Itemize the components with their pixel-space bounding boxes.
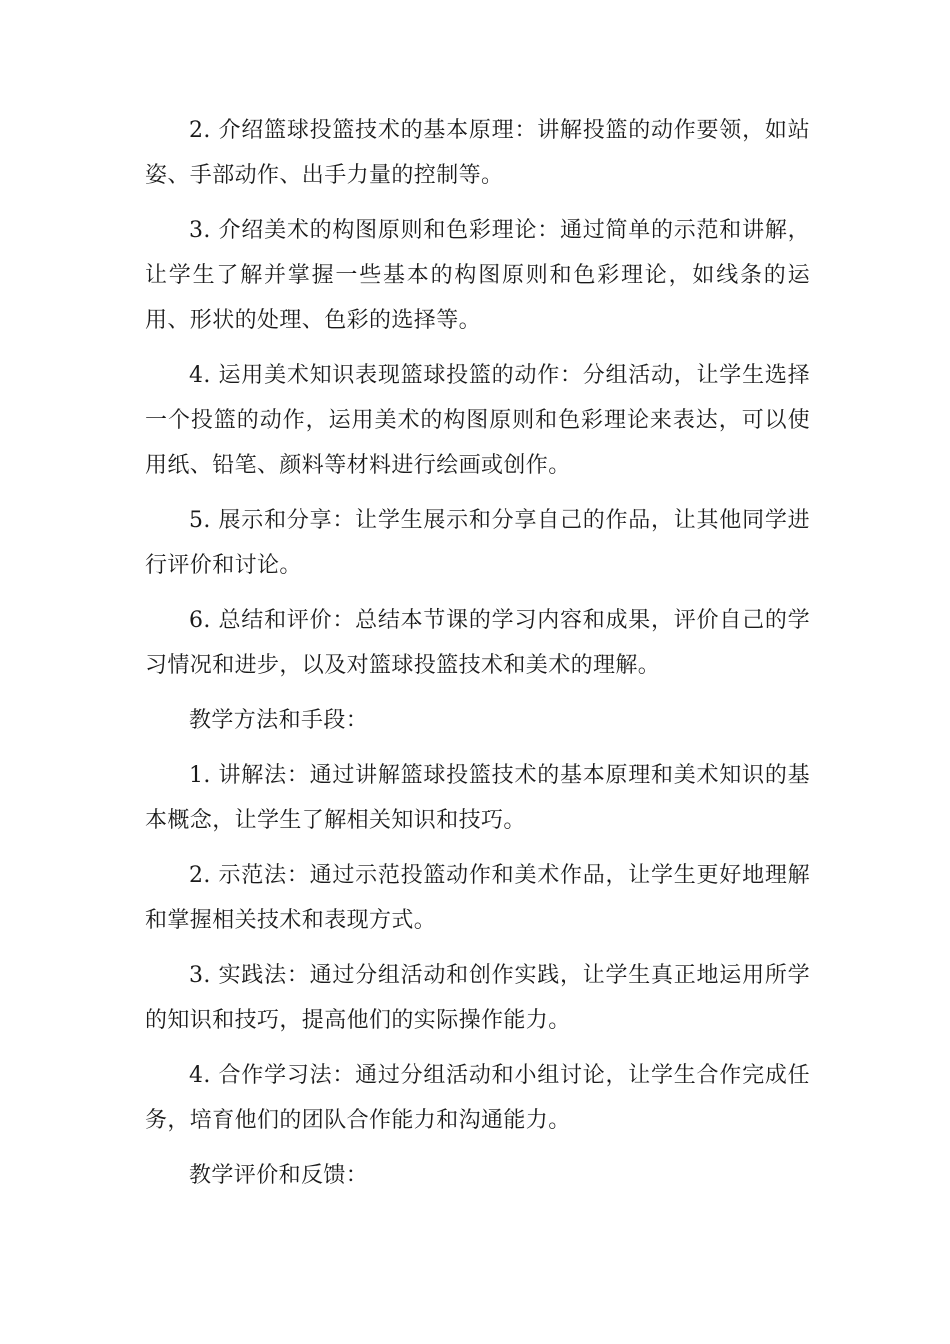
paragraph-step-4: 4. 运用美术知识表现篮球投篮的动作：分组活动，让学生选择一个投篮的动作，运用美术的构图原则和色彩理论来表达，可以使用纸、铅笔、颜料等材料进行绘画或创作。 <box>145 363 810 478</box>
paragraph-method-2: 2. 示范法：通过示范投篮动作和美术作品，让学生更好地理解和掌握相关技术和表现方式。 <box>145 863 810 933</box>
section-heading-methods: 教学方法和手段： <box>189 708 369 733</box>
paragraph-method-1: 1. 讲解法：通过讲解篮球投篮技术的基本原理和美术知识的基本概念，让学生了解相关知识和技巧。 <box>145 763 810 833</box>
paragraph-method-4: 4. 合作学习法：通过分组活动和小组讨论，让学生合作完成任务，培育他们的团队合作能力和沟通能力。 <box>145 1063 810 1133</box>
paragraph-step-2: 2. 介绍篮球投篮技术的基本原理：讲解投篮的动作要领，如站姿、手部动作、出手力量的控制等。 <box>145 118 810 188</box>
document-body <box>145 108 810 1208</box>
section-heading-evaluation: 教学评价和反馈： <box>189 1163 369 1188</box>
paragraph-step-3: 3. 介绍美术的构图原则和色彩理论：通过简单的示范和讲解，让学生了解并掌握一些基本的构图原则和色彩理论，如线条的运用、形状的处理、色彩的选择等。 <box>145 218 810 333</box>
paragraph-step-6: 6. 总结和评价：总结本节课的学习内容和成果，评价自己的学习情况和进步，以及对篮球投篮技术和美术的理解。 <box>145 608 810 678</box>
paragraph-method-3: 3. 实践法：通过分组活动和创作实践，让学生真正地运用所学的知识和技巧，提高他们的实际操作能力。 <box>145 963 810 1033</box>
paragraph-step-5: 5. 展示和分享：让学生展示和分享自己的作品，让其他同学进行评价和讨论。 <box>145 508 810 578</box>
